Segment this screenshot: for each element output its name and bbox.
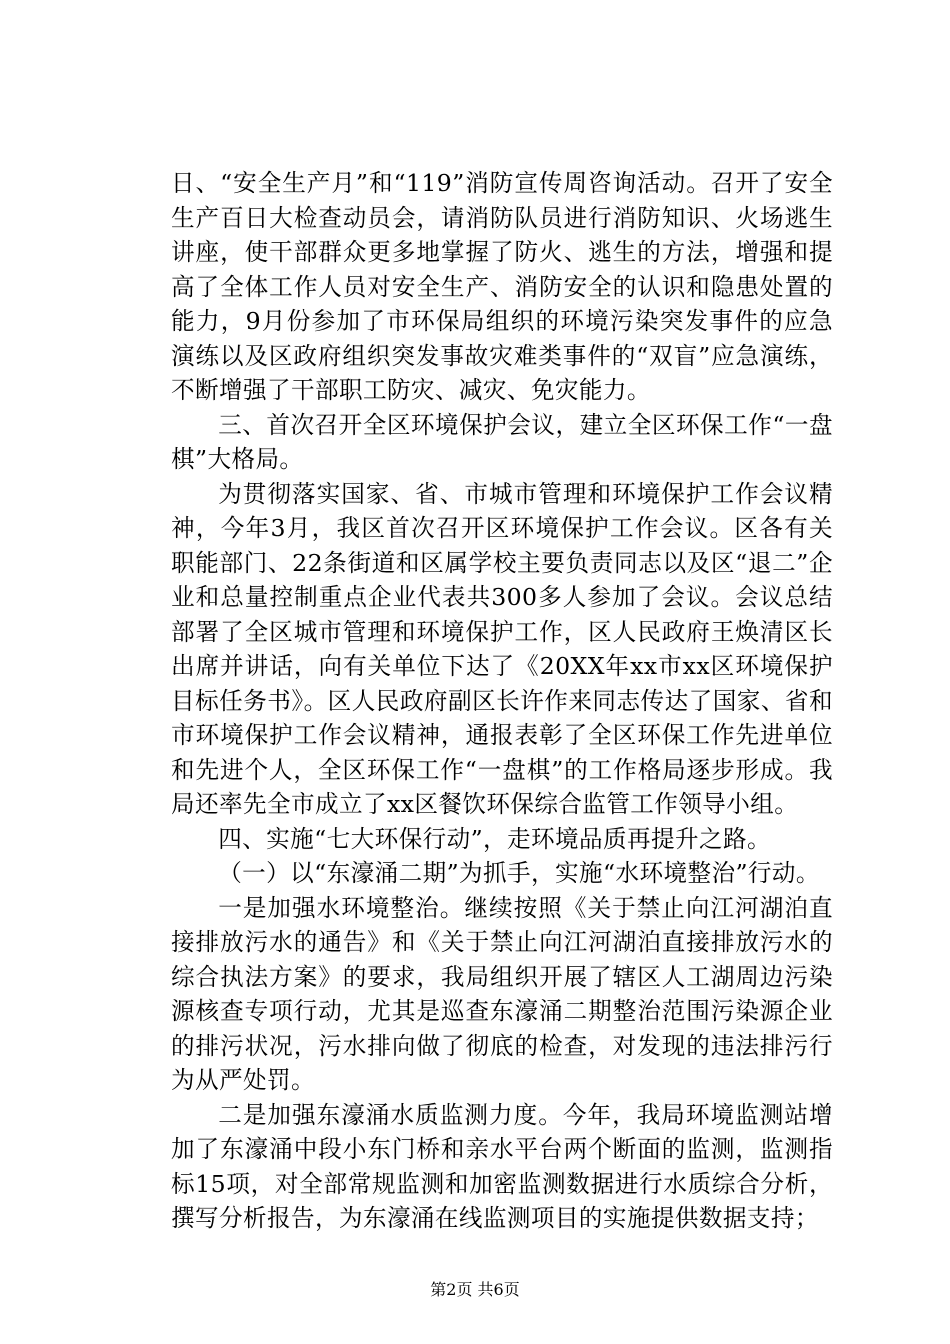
paragraph-continuation: 日、“安全生产月”和“119”消防宣传周咨询活动。召开了安全生产百日大检查动员会，请消防队员进行消防知识、火场逃生讲座，使干部群众更多地掌握了防火、逃生的方法，增强和提高了全体工作人员对安全生产、消防安全的认识和隐患处置的能力，9月份参加了市环保局组织的环境污染突发事件的应急演练以及区政府组织突发事故灾难类事件的“双盲”应急演练，不断增强了干部职工防灾、减灾、免灾能力。 — [171, 169, 833, 404]
paragraph-water-monitoring: 二是加强东濠涌水质监测力度。今年，我局环境监测站增加了东濠涌中段小东门桥和亲水平台两个断面的监测，监测指标15项，对全部常规监测和加密监测数据进行水质综合分析，撰写分析报告，为东濠涌在线监测项目的实施提供数据支持； — [171, 1100, 833, 1232]
section-heading-three: 三、首次召开全区环境保护会议，建立全区环保工作“一盘棋”大格局。 — [171, 410, 833, 473]
paragraph-environment-meeting: 为贯彻落实国家、省、市城市管理和环境保护工作会议精神，今年3月，我区首次召开区环境保护工作会议。区各有关职能部门、22条街道和区属学校主要负责同志以及区“退二”企业和总量控制重点企业代表共300多人参加了会议。会议总结部署了全区城市管理和环境保护工作，区人民政府王焕清区长出席并讲话，向有关单位下达了《20XX年xx市xx区环境保护目标任务书》。区人民政府副区长许作来同志传达了国家、省和市环境保护工作会议精神，通报表彰了全区环保工作先进单位和先进个人，全区环保工作“一盘棋”的工作格局逐步形成。我局还率先全市成立了xx区餐饮环保综合监管工作领导小组。 — [171, 479, 833, 818]
document-body — [171, 166, 833, 1236]
paragraph-water-remediation: 一是加强水环境整治。继续按照《关于禁止向江河湖泊直接排放污水的通告》和《关于禁止向江河湖泊直接排放污水的综合执法方案》的要求，我局组织开展了辖区人工湖周边污染源核查专项行动，尤其是巡查东濠涌二期整治范围污染源企业的排污状况，污水排向做了彻底的检查，对发现的违法排污行为从严处罚。 — [171, 893, 833, 1094]
subsection-heading-one: （一）以“东濠涌二期”为抓手，实施“水环境整治”行动。 — [218, 859, 820, 887]
page-footer: 第2页 共6页 — [430, 1280, 520, 1299]
section-heading-four: 四、实施“七大环保行动”，走环境品质再提升之路。 — [218, 824, 771, 853]
